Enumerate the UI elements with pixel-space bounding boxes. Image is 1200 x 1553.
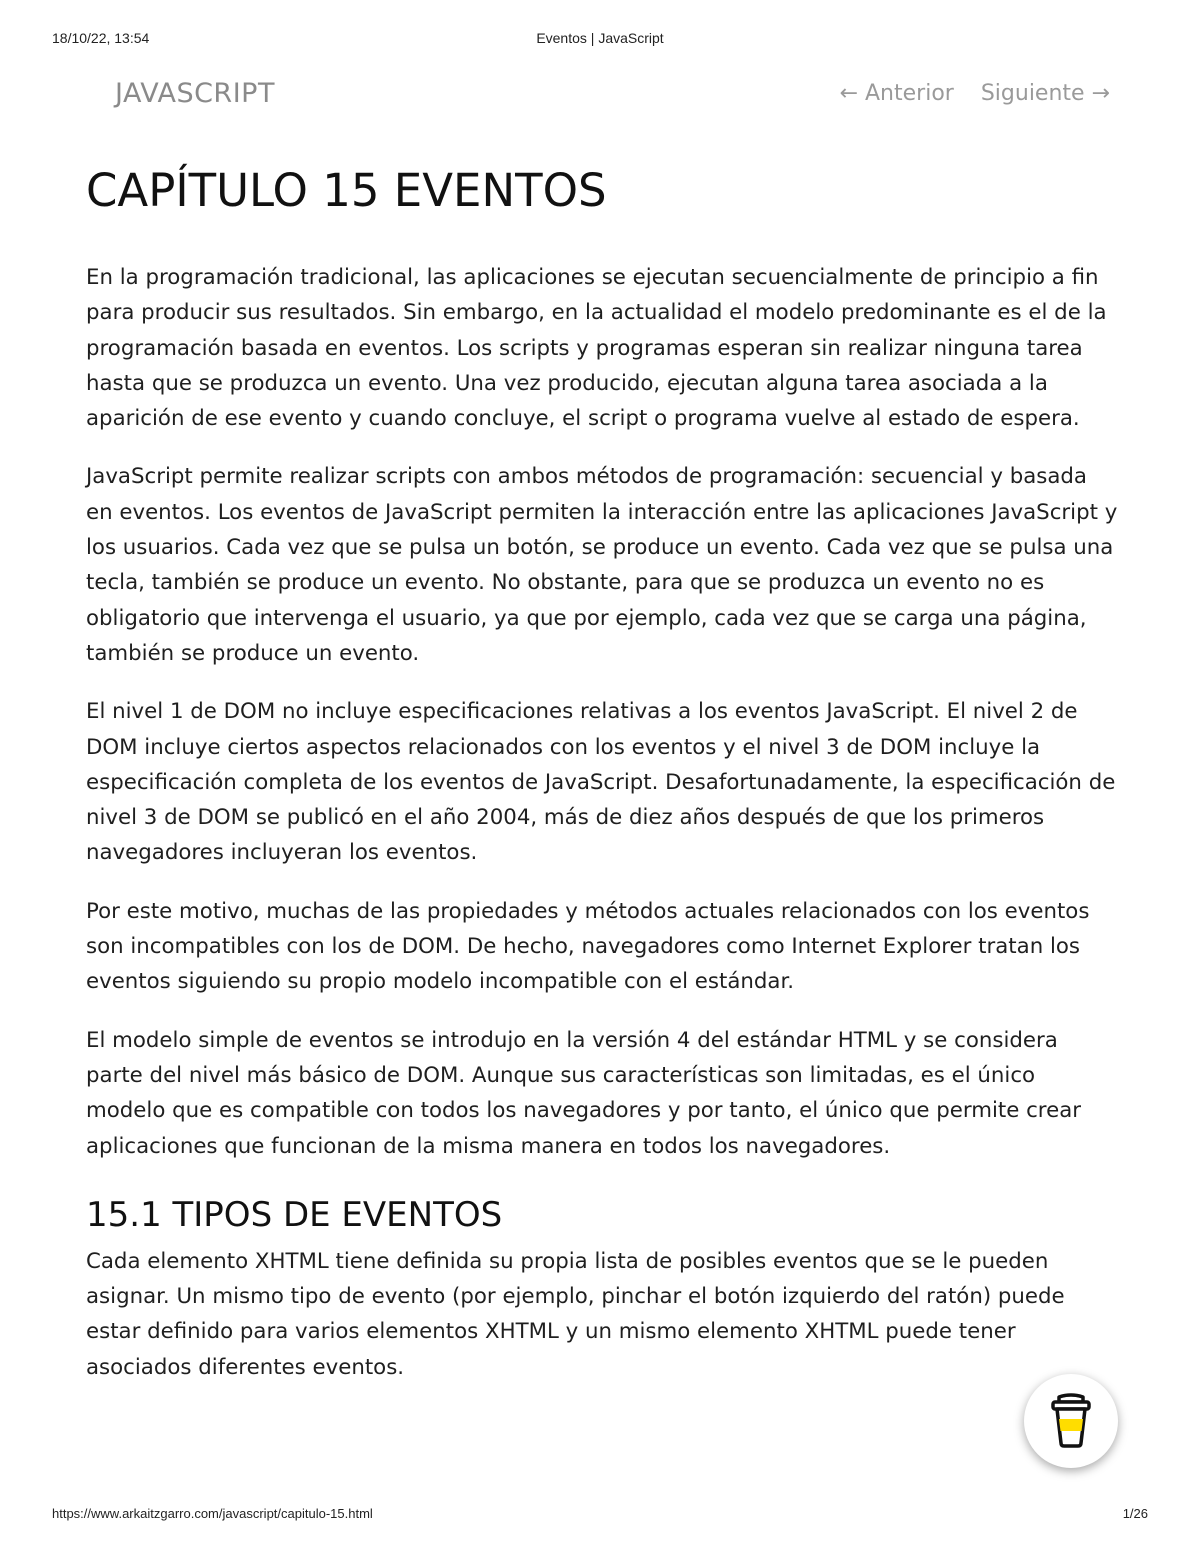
paragraph-2: JavaScript permite realizar scripts con ambos métodos de programación: secuencial y basada en eventos. Los eventos de JavaScript permiten la interacción entre las aplicaciones JavaScript y los usuarios. Cada vez que se pulsa un botón, se produce un evento. Cada vez que se pulsa una tecla, también se produce un evento. No obstante, para que se produzca un evento no es obligatorio que intervenga el usuario, ya que por ejemplo, cada vez que se carga una página, también se produce un evento. bbox=[86, 464, 1118, 666]
article-content bbox=[86, 162, 1120, 1408]
coffee-cup-icon bbox=[1048, 1393, 1094, 1449]
site-header bbox=[115, 78, 1110, 114]
section-paragraph: Cada elemento XHTML tiene definida su propia lista de posibles eventos que se le pueden asignar. Un mismo tipo de evento (por ejemplo, pinchar el botón izquierdo del ratón) puede estar definido para varios elementos XHTML y un mismo elemento XHTML puede tener asociados diferentes eventos. bbox=[86, 1248, 1065, 1380]
buy-me-a-coffee-button[interactable] bbox=[1024, 1374, 1118, 1468]
print-url: https://www.arkaitzgarro.com/javascript/capitulo-15.html bbox=[52, 1506, 373, 1521]
site-brand-link[interactable]: JAVASCRIPT bbox=[115, 78, 275, 109]
print-page-number: 1/26 bbox=[1122, 1506, 1148, 1521]
chapter-nav bbox=[820, 81, 1110, 106]
previous-chapter-link[interactable]: ← Anterior bbox=[839, 81, 954, 106]
print-header bbox=[52, 30, 1148, 50]
next-chapter-link[interactable]: Siguiente → bbox=[980, 81, 1110, 106]
print-footer bbox=[52, 1506, 1148, 1526]
print-page-title: Eventos | JavaScript bbox=[536, 30, 664, 46]
section-title: 15.1 TIPOS DE EVENTOS bbox=[86, 1194, 503, 1235]
print-datetime: 18/10/22, 13:54 bbox=[52, 30, 150, 46]
paragraph-1: En la programación tradicional, las aplicaciones se ejecutan secuencialmente de principio a fin para producir sus resultados. Sin embargo, en la actualidad el modelo predominante es el de la programación basada en eventos. Los scripts y programas esperan sin realizar ninguna tarea hasta que se produzca un evento. Una vez producido, ejecutan alguna tarea asociada a la aparición de ese evento y cuando concluye, el script o programa vuelve al estado de espera. bbox=[86, 265, 1107, 432]
chapter-title: CAPÍTULO 15 EVENTOS bbox=[86, 164, 607, 217]
paragraph-5: El modelo simple de eventos se introdujo en la versión 4 del estándar HTML y se considera parte del nivel más básico de DOM. Aunque sus características son limitadas, es el único modelo que es compatible con todos los navegadores y por tanto, el único que permite crear aplicaciones que funcionan de la misma manera en todos los navegadores. bbox=[86, 1027, 1081, 1159]
paragraph-4: Por este motivo, muchas de las propiedades y métodos actuales relacionados con los eventos son incompatibles con los de DOM. De hecho, navegadores como Internet Explorer tratan los eventos siguiendo su propio modelo incompatible con el estándar. bbox=[86, 898, 1090, 995]
paragraph-3: El nivel 1 de DOM no incluye especificaciones relativas a los eventos JavaScript. El nivel 2 de DOM incluye ciertos aspectos relacionados con los eventos y el nivel 3 de DOM incluye la especificación completa de los eventos de JavaScript. Desafortunadamente, la especificación de nivel 3 de DOM se publicó en el año 2004, más de diez años después de que los primeros navegadores incluyeran los eventos. bbox=[86, 699, 1116, 866]
